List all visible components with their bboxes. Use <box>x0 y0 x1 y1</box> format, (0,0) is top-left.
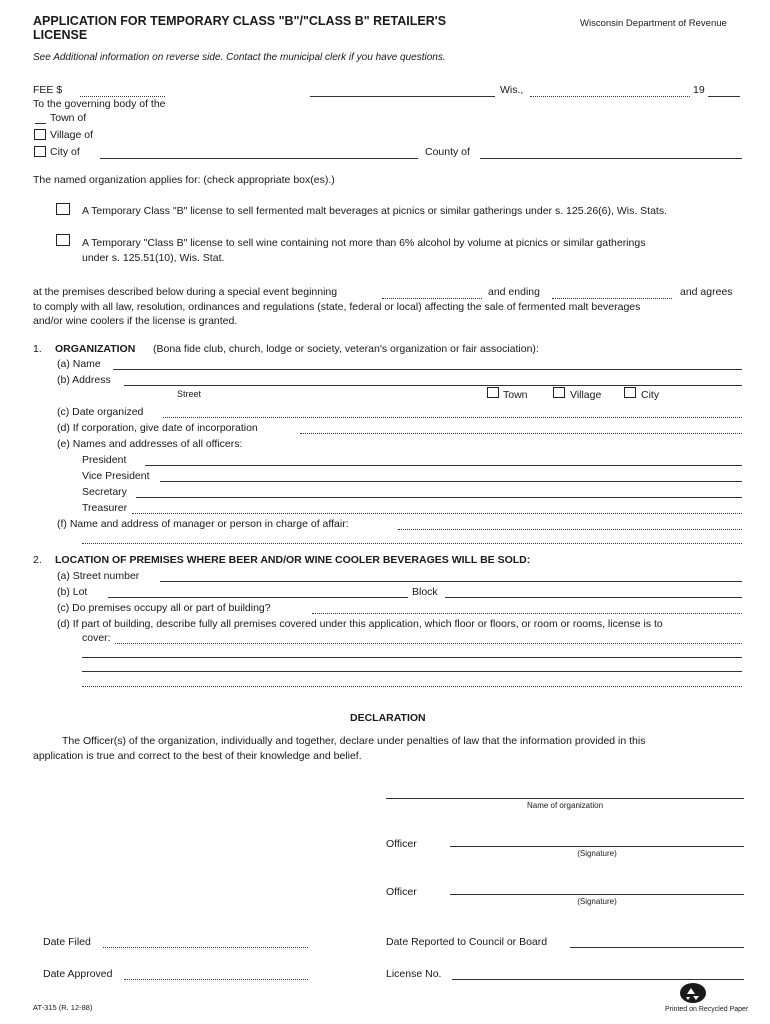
premises-text-line1a: at the premises described below during a special event beginning <box>33 286 338 298</box>
option2-checkbox[interactable] <box>56 234 70 246</box>
org-address-field[interactable] <box>124 385 742 386</box>
form-number: AT-315 (R. 12-88) <box>33 1003 93 1012</box>
governing-body-label: To the governing body of the <box>33 98 166 110</box>
event-end-field[interactable] <box>552 298 672 299</box>
lot-field[interactable] <box>108 597 408 598</box>
lot-label: (b) Lot <box>57 586 88 598</box>
event-begin-field[interactable] <box>382 298 482 299</box>
premises-cover-label: cover: <box>82 632 111 644</box>
street-number-field[interactable] <box>160 581 742 582</box>
recycle-icon <box>678 982 708 1004</box>
year-label: 19 <box>693 84 705 96</box>
street-number-label: (a) Street number <box>57 570 140 582</box>
premises-text-line3: and/or wine coolers if the license is granted. <box>33 315 238 327</box>
secretary-label: Secretary <box>82 486 127 498</box>
option2-text-line1: A Temporary "Class B" license to sell wine containing not more than 6% alcohol by volume at picnics or similar gatherings <box>82 237 646 249</box>
fee-label: FEE $ <box>33 84 63 96</box>
incorporation-label: (d) If corporation, give date of incorporation <box>57 422 258 434</box>
manager-field[interactable] <box>398 529 742 530</box>
block-field[interactable] <box>445 597 742 598</box>
recycled-paper-note: Printed on Recycled Paper <box>665 1006 749 1013</box>
declaration-text-line1: The Officer(s) of the organization, individually and together, declare under penalties of law that the information provided in this <box>62 735 646 747</box>
wis-label: Wis., <box>500 84 524 96</box>
date-filed-field[interactable] <box>103 947 308 948</box>
officer2-label: Officer <box>386 886 417 898</box>
president-field[interactable] <box>145 465 742 466</box>
license-no-field[interactable] <box>452 979 744 980</box>
officer2-signature-caption: (Signature) <box>577 897 617 906</box>
date-reported-field[interactable] <box>570 947 744 948</box>
org-town-label: Town <box>503 389 528 401</box>
date-organized-field[interactable] <box>163 417 742 418</box>
year-field[interactable] <box>708 96 740 97</box>
date-organized-label: (c) Date organized <box>57 406 144 418</box>
org-town-checkbox[interactable] <box>487 387 499 398</box>
date-filed-label: Date Filed <box>43 936 91 948</box>
license-no-label: License No. <box>386 968 442 980</box>
town-checkbox[interactable] <box>35 123 46 124</box>
city-checkbox[interactable] <box>34 146 46 157</box>
block-label: Block <box>412 586 438 598</box>
county-of-label: County of <box>425 146 470 158</box>
officers-label: (e) Names and addresses of all officers: <box>57 438 243 450</box>
premises-text-line1c: and agrees <box>680 286 733 298</box>
premises-description-field-3[interactable] <box>82 671 742 672</box>
org-name-label: (a) Name <box>57 358 101 370</box>
village-of-label: Village of <box>50 129 94 141</box>
org-address-label: (b) Address <box>57 374 111 386</box>
org-village-checkbox[interactable] <box>553 387 565 398</box>
date-approved-label: Date Approved <box>43 968 113 980</box>
header-note: See Additional information on reverse side. Contact the municipal clerk if you have questions. <box>33 52 446 63</box>
county-name-field[interactable] <box>480 158 742 159</box>
org-city-checkbox[interactable] <box>624 387 636 398</box>
wis-date-field[interactable] <box>530 96 690 97</box>
premises-text-line1b: and ending <box>488 286 540 298</box>
declaration-heading: DECLARATION <box>350 712 426 724</box>
date-approved-field[interactable] <box>124 979 308 980</box>
officer2-signature-field[interactable] <box>450 894 744 895</box>
premises-description-label: (d) If part of building, describe fully all premises covered under this application, which floor or floors, or room or rooms, license is to <box>57 618 663 630</box>
wis-place-field[interactable] <box>310 96 495 97</box>
organization-name-caption: Name of organization <box>526 801 604 810</box>
option1-checkbox[interactable] <box>56 203 70 215</box>
declaration-text-line2: application is true and correct to the best of their knowledge and belief. <box>33 750 362 762</box>
vice-president-field[interactable] <box>160 481 742 482</box>
section2-heading: LOCATION OF PREMISES WHERE BEER AND/OR WINE COOLER BEVERAGES WILL BE SOLD: <box>55 554 531 566</box>
village-checkbox[interactable] <box>34 129 46 140</box>
town-of-label: Town of <box>50 112 87 124</box>
treasurer-field[interactable] <box>132 513 742 514</box>
incorporation-field[interactable] <box>300 433 742 434</box>
president-label: President <box>82 454 127 466</box>
officer1-signature-caption: (Signature) <box>577 849 617 858</box>
fee-field[interactable] <box>80 96 165 97</box>
org-village-label: Village <box>570 389 602 401</box>
manager-field-line2[interactable] <box>82 543 742 544</box>
section1-heading: ORGANIZATION <box>55 343 136 355</box>
section2-number: 2. <box>33 554 42 566</box>
department-name: Wisconsin Department of Revenue <box>580 18 727 29</box>
org-name-field[interactable] <box>113 369 742 370</box>
section1-heading-note: (Bona fide club, church, lodge or society, veteran's organization or fair association): <box>153 343 539 355</box>
vice-president-label: Vice President <box>82 470 150 482</box>
applies-intro: The named organization applies for: (check appropriate box(es).) <box>33 174 335 186</box>
premises-description-field-2[interactable] <box>82 657 742 658</box>
building-occupancy-label: (c) Do premises occupy all or part of building? <box>57 602 271 614</box>
street-caption: Street <box>177 389 202 399</box>
org-city-label: City <box>641 389 660 401</box>
manager-label: (f) Name and address of manager or person in charge of affair: <box>57 518 349 530</box>
form-title-line2: LICENSE <box>33 28 88 42</box>
date-reported-label: Date Reported to Council or Board <box>386 936 548 948</box>
secretary-field[interactable] <box>136 497 742 498</box>
premises-text-line2: to comply with all law, resolution, ordinances and regulations (state, federal or local) affecting the sale of fermented malt beverages <box>33 301 641 313</box>
option2-text-line2: under s. 125.51(10), Wis. Stat. <box>82 252 225 264</box>
building-occupancy-field[interactable] <box>312 613 742 614</box>
city-of-label: City of <box>50 146 80 158</box>
city-name-field[interactable] <box>100 158 418 159</box>
premises-description-field-1[interactable] <box>115 643 742 644</box>
organization-name-field[interactable] <box>386 798 744 799</box>
officer1-label: Officer <box>386 838 417 850</box>
premises-description-field-4[interactable] <box>82 686 742 687</box>
form-title-line1: APPLICATION FOR TEMPORARY CLASS "B"/"CLASS B" RETAILER'S <box>33 14 447 28</box>
section1-number: 1. <box>33 343 42 355</box>
option1-text: A Temporary Class "B" license to sell fermented malt beverages at picnics or similar gatherings under s. 125.26(6), Wis. Stats. <box>82 205 668 217</box>
officer1-signature-field[interactable] <box>450 846 744 847</box>
treasurer-label: Treasurer <box>82 502 128 514</box>
